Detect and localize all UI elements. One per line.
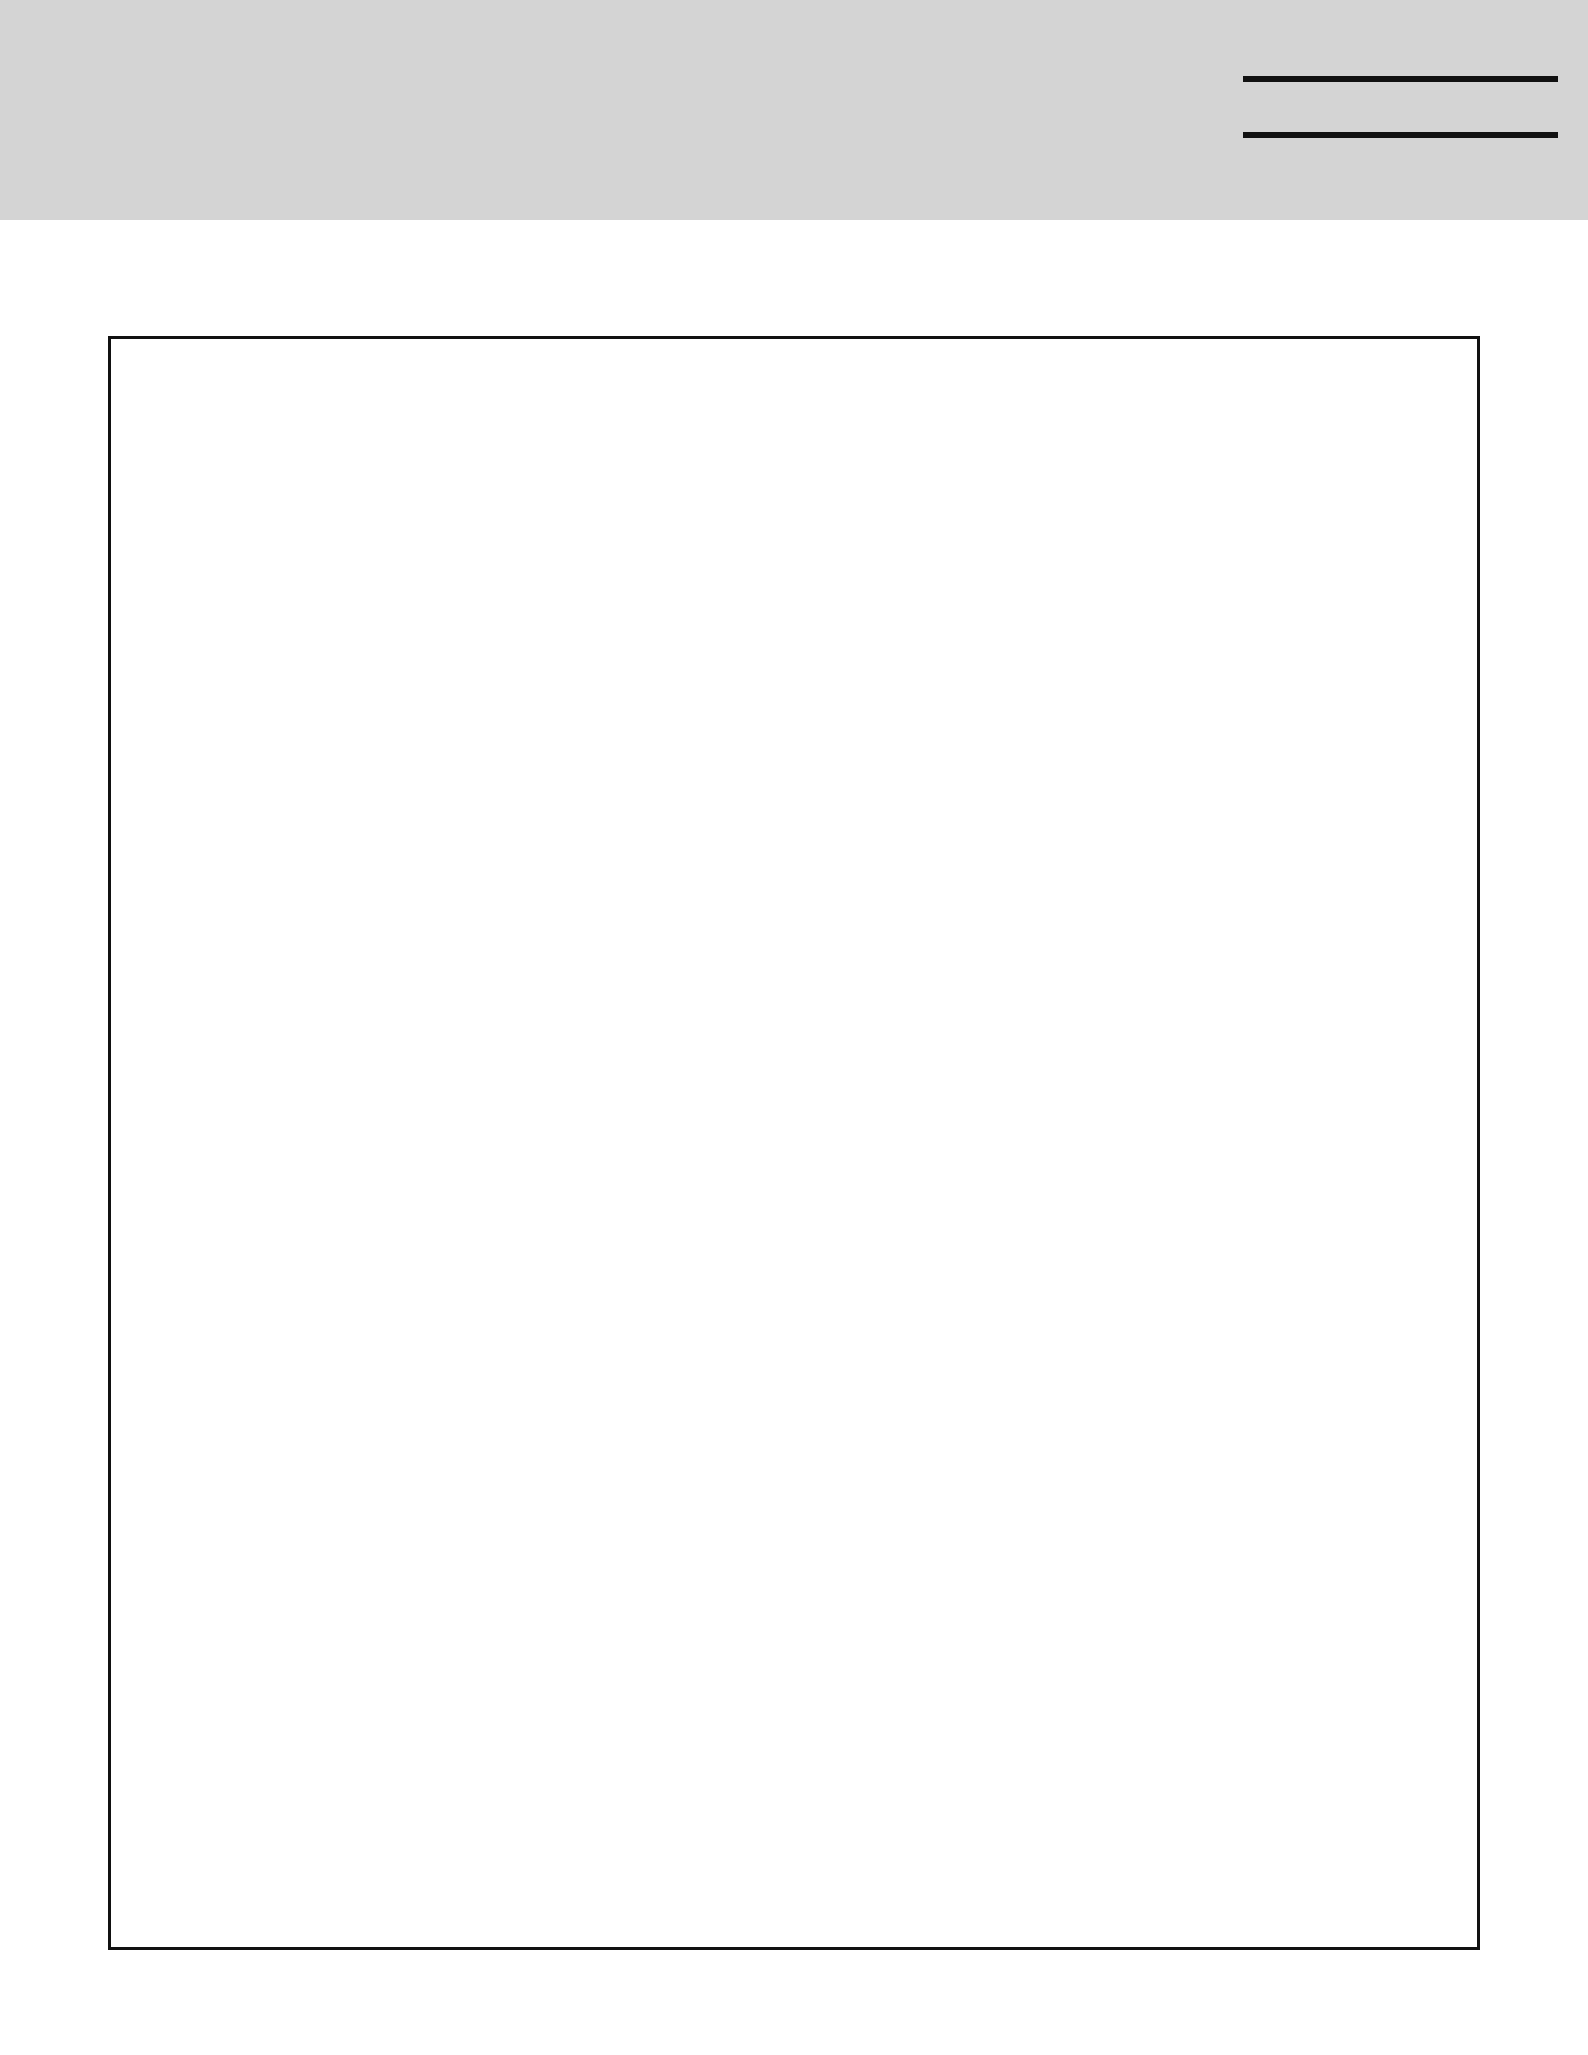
date-field[interactable] [1243, 90, 1558, 138]
header-banner [0, 0, 1588, 220]
name-field[interactable] [1243, 34, 1558, 82]
date-row [1088, 90, 1558, 146]
problems-table [108, 336, 1480, 1950]
name-row [1088, 34, 1558, 90]
pencil-border [0, 216, 1588, 240]
name-date-block [1088, 34, 1558, 146]
